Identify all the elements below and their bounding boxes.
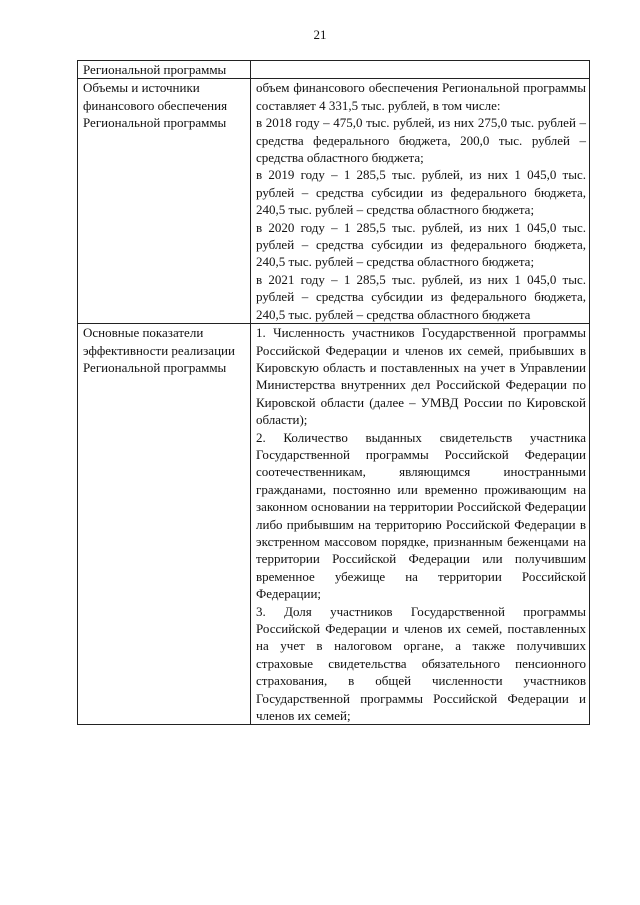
row-label: Объемы и источники финансового обеспечения Региональной программы xyxy=(83,80,228,131)
label-cell xyxy=(78,324,251,725)
table-row-program-name xyxy=(78,61,590,79)
indicator-3-paragraph: 3. Доля участников Государственной программы Российской Федерации и членов их семей, поставленных на учет в налоговом органе, а также получивших страховые свидетельства обязательного пенсионного страхования, в общей численности участников Государственной программы Российской Федерации и членов их семей; xyxy=(256,603,586,724)
row-label: Региональной программы xyxy=(83,62,227,77)
label-cell xyxy=(78,61,251,79)
indicator-1-paragraph: 1. Численность участников Государственной программы Российской Федерации и членов их семей, прибывших в Кировскую область и поставленных на учет в Управлении Министерства внутренних дел Российской Федерации по Кировской области (далее – УМВД России по Кировской области); xyxy=(256,325,586,428)
funding-total-paragraph: объем финансового обеспечения Региональной программы составляет 4 331,5 тыс. рублей, в том числе: xyxy=(256,80,586,113)
page-number: 21 xyxy=(313,27,327,42)
table-row-funding xyxy=(78,79,590,324)
passport-table xyxy=(77,60,590,725)
funding-2021-paragraph: в 2021 году – 1 285,5 тыс. рублей, из них 1 045,0 тыс. рублей – средства субсидии из федерального бюджета, 240,5 тыс. рублей – средства областного бюджета xyxy=(256,271,586,322)
label-cell xyxy=(78,79,251,324)
table-row-indicators xyxy=(78,324,590,725)
funding-2018-paragraph: в 2018 году – 475,0 тыс. рублей, из них 275,0 тыс. рублей – средства федерального бюджета, 200,0 тыс. рублей – средства областного бюджета; xyxy=(256,115,586,166)
funding-2019-paragraph: в 2019 году – 1 285,5 тыс. рублей, из них 1 045,0 тыс. рублей – средства субсидии из федерального бюджета, 240,5 тыс. рублей – средства областного бюджета; xyxy=(256,167,586,218)
row-label: Основные показатели эффективности реализации Региональной программы xyxy=(83,325,235,375)
indicator-2-paragraph: 2. Количество выданных свидетельств участника Государственной программы Российской Федерации соотечественникам, являющимся иностранными гражданами, постоянно или временно проживающим на законном основании на территории Российской Федерации либо прибывшим на территорию Российской Федерации в экстренном массовом порядке, признанным беженцами на территории Российской Федерации или получившим временное убежище на территории Российской Федерации; xyxy=(256,429,586,602)
value-cell-indicators xyxy=(251,324,590,725)
value-cell-empty xyxy=(251,61,590,79)
value-cell-funding xyxy=(251,79,590,324)
funding-2020-paragraph: в 2020 году – 1 285,5 тыс. рублей, из них 1 045,0 тыс. рублей – средства субсидии из федерального бюджета, 240,5 тыс. рублей – средства областного бюджета; xyxy=(256,219,586,270)
